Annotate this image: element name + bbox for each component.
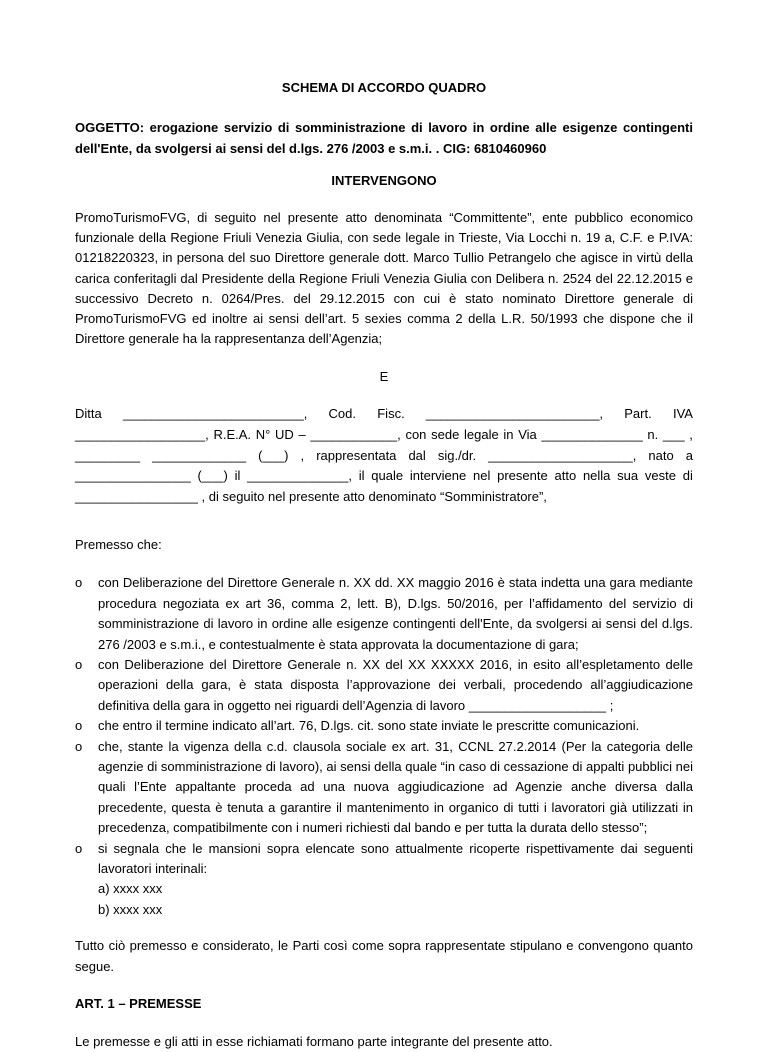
blank-word: veste	[644, 468, 676, 484]
circle-bullet-icon: o	[75, 575, 83, 591]
committente-paragraph: PromoTurismoFVG, di seguito nel presente atto denominata “Committente”, ente pubblico economico funzionale della Regione Friuli Venezia Giulia, con sede legale in Trieste, Via Locchi n. 19 a, C.F. e P.IVA: 01218220323, in persona del suo Direttore generale dott. Marco Tullio Petrangelo che agisce in virtù della carica conferitagli dal Presidente della Regione Friuli Venezia Giulia con Delibera n. 2524 del 22.12.2015 e successivo Decreto n. 0264/Pres. del 29.12.2015 con cui è stato nominato Direttore generale di PromoTurismoFVG ed inoltre ai sensi dell’art. 5 sexies comma 2 della L.R. 50/1993 che dispone che il Direttore generale ha la rappresentanza dell’Agenzia;	[75, 210, 693, 347]
blank-word: in	[503, 427, 514, 443]
document-title: SCHEMA DI ACCORDO QUADRO	[281, 80, 487, 95]
blank-word: _________	[75, 447, 141, 463]
closing-paragraph: Tutto ciò premesso e considerato, le Parti così come sopra rappresentate stipulano e convengono quanto segue.	[75, 938, 693, 975]
blank-word: quale	[371, 468, 404, 484]
list-item-text: con Deliberazione del Direttore Generale n. XX del XX XXXXX 2016, in esito all’espletamento delle operazioni della gara, è stata disposta l’approvazione dei verbali, procedendo all’aggiudicazione definitiva della gara in oggetto nei riguardi dell’Agenzia di lavoro ___________________ ;	[98, 657, 693, 713]
blank-word: R.E.A.	[213, 427, 252, 443]
blank-word: nel	[473, 468, 491, 484]
blank-word: UD	[275, 427, 294, 443]
premises-intro: Premesso che:	[75, 537, 162, 553]
blank-word: ___	[662, 427, 685, 443]
blank-word: _____________	[152, 447, 247, 463]
list-item	[75, 655, 693, 716]
circle-bullet-icon: o	[75, 738, 83, 754]
contractor-line-5: _________________ , di seguito nel presente atto denominato “Somministratore”,	[75, 488, 547, 504]
contractor-line-4	[75, 466, 693, 487]
contractor-block	[75, 404, 693, 507]
list-item	[75, 737, 693, 839]
blank-word: Cod.	[328, 406, 357, 422]
blank-word: IVA	[672, 406, 693, 422]
list-item-text: si segnala che le mansioni sopra elencate sono attualmente ricoperte rispettivamente dai seguenti lavoratori interinali:	[98, 840, 693, 877]
blank-word: ____________,	[310, 427, 401, 443]
blank-word: atto	[554, 468, 577, 484]
blank-word: dal	[408, 447, 426, 463]
blank-word: ________________	[75, 468, 191, 484]
blank-word: (___)	[258, 447, 289, 463]
parties-heading: INTERVENGONO	[331, 173, 437, 188]
blank-word: __________________,	[75, 427, 209, 443]
worker-item: a) xxxx xxx	[98, 881, 163, 897]
blank-word: _________________________,	[122, 406, 308, 422]
blank-word: il	[234, 468, 241, 484]
list-item-text: che entro il termine indicato all’art. 76, D.lgs. cit. sono state inviate le prescritte comunicazioni.	[98, 718, 640, 734]
premises-list	[75, 573, 693, 920]
blank-word: nella	[582, 468, 611, 484]
blank-word: interviene	[409, 468, 467, 484]
blank-word: Ditta	[75, 406, 102, 422]
circle-bullet-icon: o	[75, 657, 83, 673]
worker-item: b) xxxx xxx	[98, 901, 163, 917]
subject-heading: OGGETTO: erogazione servizio di somministrazione di lavoro in ordine alle esigenze contingenti dell'Ente, da svolgersi ai sensi del d.lgs. 276 /2003 e s.m.i. . CIG: 6810460960	[75, 120, 693, 156]
blank-word: –	[298, 427, 306, 443]
blank-word: (___)	[197, 468, 228, 484]
contractor-line-2	[75, 425, 693, 446]
blank-word: il	[358, 468, 365, 484]
article-1-heading: ART. 1 – PREMESSE	[75, 996, 202, 1012]
list-item	[75, 573, 693, 655]
contractor-line-3	[75, 446, 693, 467]
blank-word: Part.	[624, 406, 652, 422]
list-item	[75, 839, 693, 921]
blank-word: ______________,	[247, 468, 352, 484]
blank-word: N°	[255, 427, 271, 443]
blank-word: legale	[464, 427, 499, 443]
blank-word: ,	[300, 447, 305, 463]
blank-word: n.	[647, 427, 659, 443]
list-item-text: con Deliberazione del Direttore Generale n. XX dd. XX maggio 2016 è stata indetta una gara mediante procedura negoziata ex art 36, comma 2, lett. B), D.lgs. 50/2016, per l’affidamento del servizio di somministrazione di lavoro in ordine alle esigenze contingenti dell'Ente, da svolgersi ai sensi del d.lgs. 276 /2003 e s.m.i., e contestualmente è stata approvata la documentazione di gara;	[98, 575, 693, 652]
blank-word: ,	[689, 427, 693, 443]
blank-word: di	[682, 468, 693, 484]
blank-word: a	[685, 447, 693, 463]
list-item	[75, 716, 693, 736]
blank-word: sua	[617, 468, 639, 484]
and-separator: E	[379, 369, 389, 385]
blank-word: nato	[648, 447, 674, 463]
blank-word: rappresentata	[316, 447, 397, 463]
blank-word: con	[405, 427, 427, 443]
blank-word: ________________________,	[425, 406, 604, 422]
blank-word: ______________	[541, 427, 643, 443]
blank-word: Via	[518, 427, 537, 443]
list-item-text: che, stante la vigenza della c.d. clausola sociale ex art. 31, CCNL 27.2.2014 (Per la categoria delle agenzie di somministrazione di lavoro), ai sensi della quale “in caso di cessazione di appalti pubblici nei quali l’Ente appaltante proceda ad una nuova aggiudicazione ad Agenzie anche diversa dalla precedente, questa è tenuta a garantire il mantenimento in organico di tutti i lavoratori già utilizzati in precedenza, compatibilmente con i numeri richiesti dal bando e per tutta la durata dello stesso”;	[98, 738, 693, 836]
blank-word: presente	[497, 468, 548, 484]
blank-word: sede	[431, 427, 460, 443]
blank-word: sig./dr.	[437, 447, 477, 463]
document-page	[75, 74, 693, 1052]
workers-list	[98, 879, 693, 920]
blank-word: ____________________,	[488, 447, 637, 463]
circle-bullet-icon: o	[75, 840, 83, 856]
circle-bullet-icon: o	[75, 718, 83, 734]
contractor-line-1	[75, 404, 693, 425]
blank-word: Fisc.	[377, 406, 405, 422]
article-1-text: Le premesse e gli atti in esse richiamati formano parte integrante del presente atto.	[75, 1034, 553, 1050]
